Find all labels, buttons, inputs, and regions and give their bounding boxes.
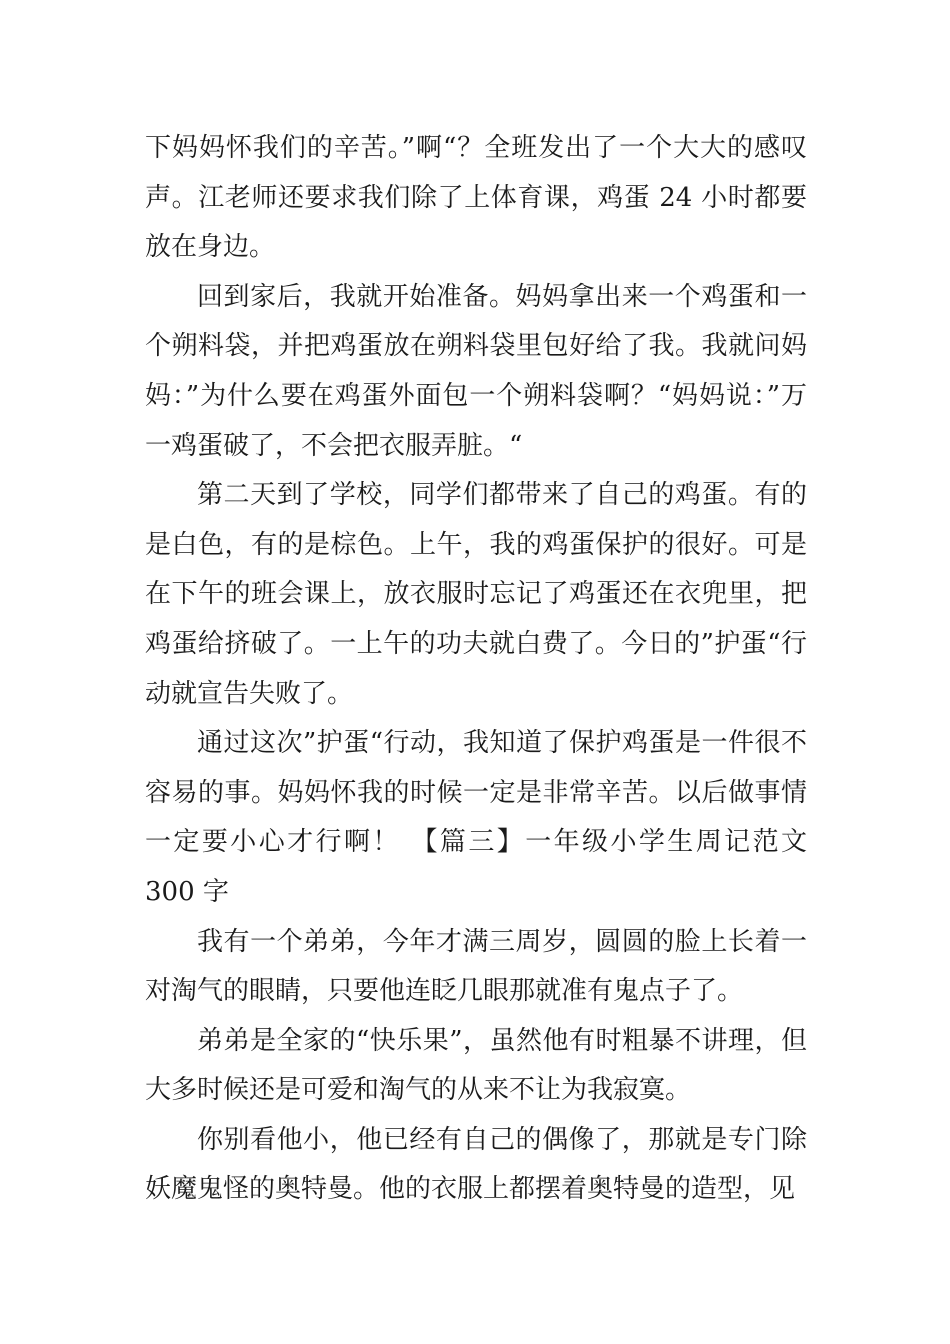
paragraph-3: 第二天到了学校，同学们都带来了自己的鸡蛋。有的是白色，有的是棕色。上午，我的鸡蛋保护的很好。可是在下午的班会课上，放衣服时忘记了鸡蛋还在衣兜里，把鸡蛋给挤破了。一上午的功夫就白费了。今日的”护蛋“行动就宣告失败了。 [145,480,807,709]
paragraph-1: 下妈妈怀我们的辛苦。”啊“？全班发出了一个大大的感叹声。江老师还要求我们除了上体育课，鸡蛋 24 小时都要放在身边。 [145,133,807,263]
paragraph-2: 回到家后，我就开始准备。妈妈拿出来一个鸡蛋和一个朔料袋，并把鸡蛋放在朔料袋里包好给了我。我就问妈妈：”为什么要在鸡蛋外面包一个朔料袋啊？“妈妈说：”万一鸡蛋破了，不会把衣服弄脏。“ [145,281,807,461]
paragraph-5: 我有一个弟弟，今年才满三周岁，圆圆的脸上长着一对淘气的眼睛，只要他连眨几眼那就准有鬼点子了。 [145,926,807,1007]
document-body [145,124,807,1215]
paragraph-4: 通过这次”护蛋“行动，我知道了保护鸡蛋是一件很不容易的事。妈妈怀我的时候一定是非常辛苦。以后做事情一定要小心才行啊！ 【篇三】一年级小学生周记范文 300 字 [145,728,807,907]
paragraph-7: 你别看他小，他已经有自己的偶像了，那就是专门除妖魔鬼怪的奥特曼。他的衣服上都摆着奥特曼的造型，见 [145,1124,807,1205]
paragraph-6: 弟弟是全家的“快乐果”，虽然他有时粗暴不讲理，但大多时候还是可爱和淘气的从来不让为我寂寞。 [145,1025,807,1106]
